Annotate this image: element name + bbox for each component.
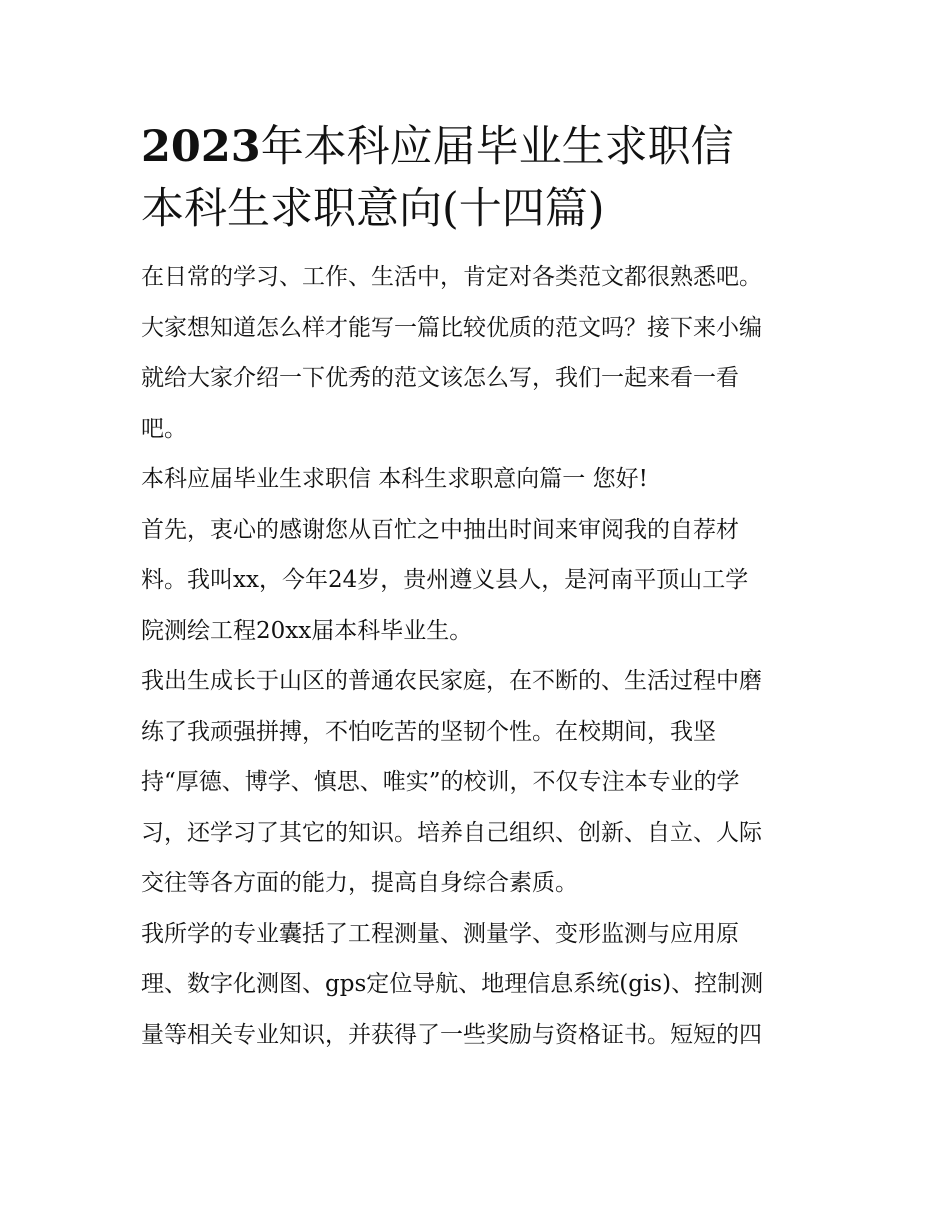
document-title — [141, 116, 821, 240]
paragraph-self-introduction — [141, 505, 821, 657]
title-year: 2023 — [141, 122, 261, 172]
paragraph-line: 练了我顽强拼搏，不怕吃苦的坚韧个性。在校期间，我坚 — [141, 718, 716, 745]
paragraph-line: 就给大家介绍一下优秀的范文该怎么写，我们一起来看一看 — [141, 365, 739, 391]
paragraph-background — [141, 656, 821, 909]
paragraph-line: 理、数字化测图、gps定位导航、地理信息系统(gis)、控制测 — [141, 971, 764, 997]
title-line-1-text: 年本科应届毕业生求职信 — [260, 122, 734, 172]
paragraph-line: 交往等各方面的能力，提高自身综合素质。 — [141, 870, 578, 896]
paragraph-line: 本科应届毕业生求职信 本科生求职意向篇一 您好! — [141, 466, 648, 492]
paragraph-line: 大家想知道怎么样才能写一篇比较优质的范文吗？接下来小编 — [141, 314, 762, 341]
paragraph-line: 量等相关专业知识，并获得了一些奖励与资格证书。短短的四 — [141, 1021, 762, 1048]
paragraph-line: 在日常的学习、工作、生活中，肯定对各类范文都很熟悉吧。 — [141, 264, 762, 290]
paragraph-line: 我出生成长于山区的普通农民家庭，在不断的、生活过程中磨 — [141, 668, 762, 694]
paragraph-line: 我所学的专业囊括了工程测量、测量学、变形监测与应用原 — [141, 920, 739, 947]
paragraph-line: 习，还学习了其它的知识。培养自己组织、创新、自立、人际 — [141, 819, 762, 846]
paragraph-major — [141, 909, 821, 1061]
paragraph-intro — [141, 252, 821, 454]
title-line-2: 本科生求职意向(十四篇) — [141, 184, 605, 234]
paragraph-line: 院测绘工程20xx届本科毕业生。 — [141, 617, 473, 644]
title-line-1 — [141, 116, 821, 178]
document-page — [141, 116, 821, 1060]
paragraph-line: 料。我叫xx，今年24岁，贵州遵义县人，是河南平顶山工学 — [141, 567, 749, 593]
paragraph-line: 吧。 — [141, 415, 187, 442]
paragraph-line: 首先，衷心的感谢您从百忙之中抽出时间来审阅我的自荐材 — [141, 516, 739, 543]
paragraph-section-heading — [141, 454, 821, 505]
paragraph-line: 持“厚德、博学、慎思、唯实”的校训，不仅专注本专业的学 — [141, 769, 740, 795]
